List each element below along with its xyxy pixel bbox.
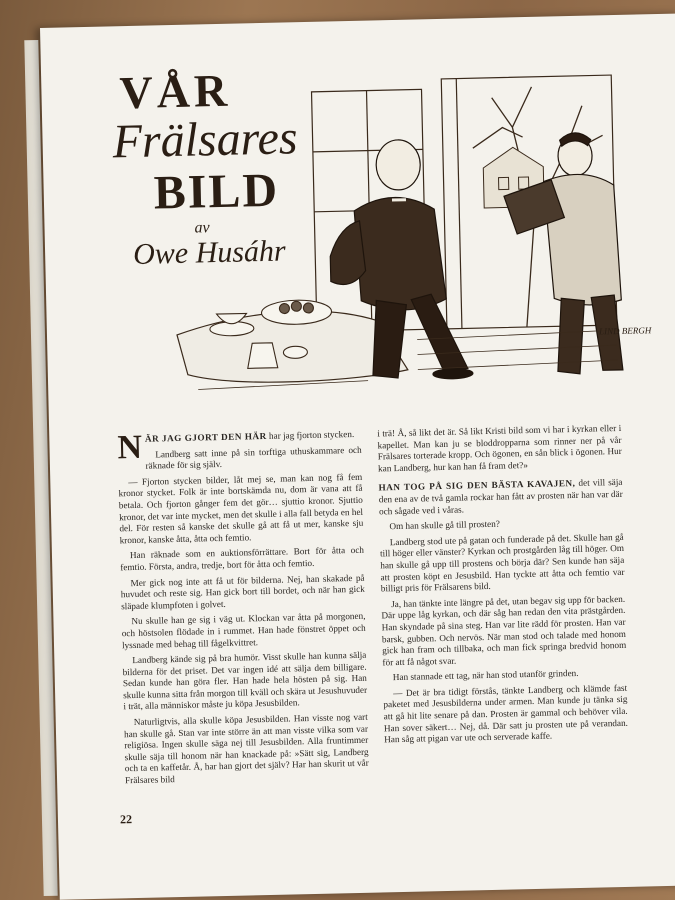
- magazine-page: [40, 13, 675, 899]
- paragraph: Landberg satt inne på sin torftiga uthuskammare och räknade för sig själv.: [145, 444, 362, 471]
- lead-rest: har jag fjorton stycken.: [266, 428, 355, 441]
- left-column: [117, 429, 369, 791]
- paragraph: Nu skulle han ge sig i väg ut. Klockan var åtta på morgonen, och höstsolen flödade in i rummet. Han hade fönstret öppet och lyssnade med behag till fågelkvittret.: [121, 611, 366, 650]
- title-line-3: BILD: [153, 163, 280, 220]
- byline-prefix: av: [194, 219, 210, 237]
- paragraph: i trä! Å, så likt det är. Så likt Kristi bild som vi har i kyrkan eller i kapellet. Man kan ju se bloddropparna som rinner ner på vår Frälsares torterade kropp. Och ögonen, en sån blick i ögonen. Hur kan Landberg, hur kan han få fram det?»: [377, 422, 622, 474]
- dropcap: N: [117, 428, 143, 467]
- paragraph: — Det är bra tidigt förstås, tänkte Landberg och klämde fast paketet med Jesusbilderna under armen. Man kunde ju tänka sig att gå hit lite senare på dan. Prosten är gammal och behöver vila. Han sover säkert… Nej, då. Där satt ju prosten ute på verandan. Han såg att pigan var ute och serverade kaffe.: [383, 682, 629, 745]
- paragraph: Naturligtvis, alla skulle köpa Jesusbilden. Han visste nog vart han skulle gå. Stan var inte större än att man visste vilka som var religiösa. Ingen skulle säga nej till Jesusbilden. Alla fruntimmer skulle säja till honom när han knackade på: »Sätt sig, Landberg och ta en kaffetår. Å, har han gjort det själv? Har han skurit ut vår Frälsares bild: [123, 711, 369, 786]
- paragraph: Han stannade ett tag, när han stod utanför grinden.: [392, 668, 579, 683]
- paragraph: — Fjorton stycken bilder, låt mej se, man kan nog få fem kronor stycket. Folk är inte bortskämda nu, dom är vana att få betala. Och fjorton gånger fem det gör… sjuttio kronor. Sjuttio kronor, det var inte mycket, men det skulle i alla fall betyda en hel del. För resten så kanske det skulle gå att få ut mer, kanske sju kronor, kanske åtta, åtta och femtio.: [118, 471, 364, 546]
- lead-in: ÄR JAG GJORT DEN HÄR: [144, 430, 267, 444]
- title-line-2: Frälsares: [112, 111, 299, 169]
- page-number: 22: [119, 812, 133, 827]
- author-name: Owe Husáhr: [132, 234, 287, 271]
- paragraph: Ja, han tänkte inte längre på det, utan begav sig upp för backen. Där uppe låg kyrkan, och där såg han redan den vita prästgården. Han skyndade på sina steg. Han var lite rädd för prosten. Han var barsk, gubben. Och nervös. När man stod och talade med honom gick han fram och tillbaka, och man fick springa bredvid honom för att få något svar.: [381, 593, 627, 668]
- title-line-1: VÅR: [118, 64, 232, 119]
- paragraph: Han räknade som en auktionsförrättare. Bort för åtta och femtio. Första, andra, tredje, bort för åtta och femtio.: [120, 545, 365, 573]
- paragraph: Landberg kände sig på bra humör. Visst skulle han kunna sälja bilderna för det priset. Det var ingen idé att sälja dem billigare. Sedan kunde han göra fler. Han hade hela hösten på sig. Han skulle kunna sitta från morgon till kväll och skära ut Jesushuvuder i trät, alla människor måste ju köpa Jesusbilden.: [122, 649, 368, 712]
- section-subhead: HAN TOG PÅ SIG DEN BÄSTA KAVAJEN,: [378, 478, 576, 493]
- section-paragraph: [378, 477, 623, 517]
- paragraph: Landberg stod ute på gatan och funderade på det. Skulle han gå till höger eller vänster? Kyrkan och prostgården låg till höger. Om han skulle gå upp till prostens och börja där? Sen kunde han säja att prosten köpt en Jesusbild. Han tyckte att åtta och femtio var billigt pris för Frälsarens bild.: [379, 531, 625, 594]
- paragraph: Mer gick nog inte att få ut för bilderna. Nej, han skakade på huvudet och reste sig. Han gick bort till bordet, och när han gick släpade klumpfoten i golvet.: [120, 572, 365, 612]
- paragraph: Om han skulle gå till prosten?: [389, 518, 500, 532]
- illustrator-signature: LIND BERGH: [598, 325, 652, 337]
- subhead-rest: det vill säja den ena av de två gamla rockar han fått av prosten när han var där och sågade ved i våras.: [378, 477, 623, 516]
- right-column: [377, 423, 628, 750]
